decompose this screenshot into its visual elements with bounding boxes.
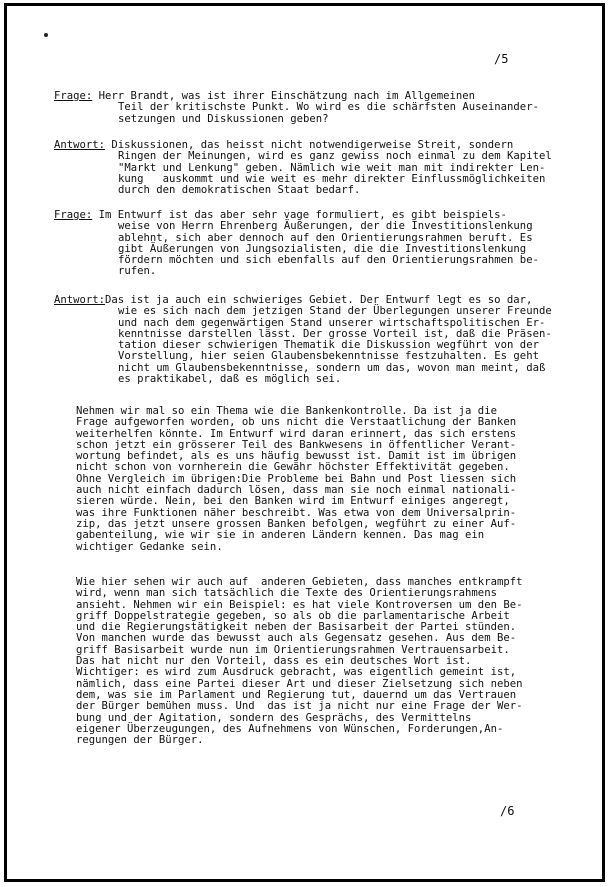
text-line: "Markt und Lenkung" geben. Nämlich wie weit man mit indirekter Len- xyxy=(118,161,546,174)
text-line: regungen der Bürger. xyxy=(76,734,204,747)
text-line: der Bürger bemühen muss. Und das ist ja nicht nur eine Frage der Wer- xyxy=(76,700,523,713)
answer-label: Antwort: xyxy=(54,294,106,306)
page-number-bottom: /6 xyxy=(500,804,515,818)
text-line: rufen. xyxy=(118,265,157,278)
text-line: weiterhelfen könnte. Im Entwurf wird daran erinnert, das sich erstens xyxy=(76,427,517,440)
text-line: setzungen und Diskussionen geben? xyxy=(118,112,329,125)
text-line: Frage aufgeworfen worden, ob uns nicht die Verstaatlichung der Banken xyxy=(76,416,517,429)
ink-dot xyxy=(44,33,48,37)
text-line: wie es sich nach dem jetzigen Stand der Überlegungen unserer Freunde xyxy=(118,305,552,318)
paragraph-andere-gebiete xyxy=(76,577,576,746)
text-line: Ohne Vergleich im übrigen:Die Probleme bei Bahn und Post liessen sich xyxy=(76,472,517,485)
paragraph-bankenkontrolle xyxy=(76,406,576,553)
text-line: es praktikabel, daß es möglich sei. xyxy=(118,373,342,386)
text-line: griff Doppelstrategie gegeben, so als ob die parlamentarische Arbeit xyxy=(76,609,510,622)
text-line: Im Entwurf ist das aber sehr vage formuliert, es gibt beispiels- xyxy=(92,209,507,221)
text-line: Wie hier sehen wir auch auf anderen Gebieten, dass manches entkrampft xyxy=(76,576,523,588)
question-label: Frage: xyxy=(54,209,93,221)
text-line: Von manchen wurde das bewusst auch als Gegensatz gesehen. Aus dem Be- xyxy=(76,632,517,645)
text-line: durch den demokratischen Staat bedarf. xyxy=(118,184,361,197)
text-line: nämlich, dass eine Partei dieser Art und dieser Zielsetzung sich neben xyxy=(76,677,523,690)
text-line: Herr Brandt, was ist ihrer Einschätzung nach im Allgemeinen xyxy=(92,90,475,102)
text-line: Vorstellung, hier seien Glaubensbekenntnisse festzuhalten. Es geht xyxy=(118,350,539,363)
text-line: was ihre Funktionen näher beschreibt. Was etwa von dem Universalprin- xyxy=(76,506,517,519)
text-line: Teil der kritischste Punkt. Wo wird es die schärfsten Auseinander- xyxy=(118,101,539,114)
question-block-2 xyxy=(54,210,566,278)
text-line: wird, wenn man sich tatsächlich die Texte des Orientierungsrahmens xyxy=(76,587,497,600)
text-line: auch nicht einfach dadurch lösen, dass man sie noch einmal nationali- xyxy=(76,484,517,497)
text-line: kung auskommt und wie weit es mehr direkter Einflussmöglichkeiten xyxy=(118,172,546,185)
answer-label: Antwort: xyxy=(54,139,106,151)
text-line: ablehnt, sich aber dennoch auf den Orientierungsrahmen beruft. Es xyxy=(118,231,533,244)
text-line: ansieht. Nehmen wir ein Beispiel: es hat viele Kontroversen um den Be- xyxy=(76,598,523,611)
text-line: und die Regierungstätigkeit neben der Basisarbeit der Partei stünden. xyxy=(76,621,517,634)
text-line: und nach dem gegenwärtigen Stand unserer wirtschaftspolitischen Er- xyxy=(118,316,546,329)
text-line: eigener Überzeugungen, des Aufnehmens von Wünschen, Forderungen,An- xyxy=(76,722,504,735)
text-line: wichtiger Gedanke sein. xyxy=(76,540,223,553)
text-line: kenntnisse darstellen lässt. Der grosse Vorteil ist, daß die Präsen- xyxy=(118,327,552,340)
text-line: schon jetzt ein grösserer Teil des Bankwesens in öffentlicher Verant- xyxy=(76,438,517,451)
page-number-top: /5 xyxy=(494,52,509,66)
question-block-1 xyxy=(54,91,566,125)
text-line: wortung befindet, als es uns häufig bewusst ist. Damit ist im übrigen xyxy=(76,450,517,463)
text-line: bung und der Agitation, sondern des Gesprächs, des Vermittelns xyxy=(76,711,472,724)
text-line: weise von Herrn Ehrenberg Äußerungen, der die Investitionslenkung xyxy=(118,220,533,233)
text-line: Nehmen wir mal so ein Thema wie die Bankenkontrolle. Da ist ja die xyxy=(76,405,497,417)
text-line: tation dieser schwierigen Thematik die Diskussion wegführt von der xyxy=(118,339,539,352)
text-line: Das hat nicht nur den Vorteil, dass es ein deutsches Wort ist. xyxy=(76,655,472,668)
question-label: Frage: xyxy=(54,90,93,102)
answer-block-2 xyxy=(54,295,566,385)
text-line: fördern möchten und sich ebenfalls auf den Orientierungsrahmen be- xyxy=(118,254,539,267)
text-line: Wichtiger: es wird zum Ausdruck gebracht, was eigentlich gemeint ist, xyxy=(76,666,517,679)
answer-block-1 xyxy=(54,140,566,196)
text-line: Ringen der Meinungen, wird es ganz gewiss noch einmal zu dem Kapitel xyxy=(118,150,552,163)
text-line: gabenteilung, wie wir sie in anderen Ländern kennen. Das mag ein xyxy=(76,529,485,542)
text-line: Diskussionen, das heisst nicht notwendigerweise Streit, sondern xyxy=(105,139,514,151)
text-line: sieren würde. Nein, bei den Banken wird im Entwurf einiges angeregt, xyxy=(76,495,510,508)
text-line: zip, das jetzt unsere grossen Banken befolgen, wegführt zu einer Auf- xyxy=(76,517,517,530)
text-line: nicht schon von vornherein die Gewähr höchster Effektivität gegeben. xyxy=(76,461,510,474)
text-line: dem, was sie im Parlament und Regierung tut, dauernd um das Vertrauen xyxy=(76,688,517,701)
text-line: griff Basisarbeit wurde nun im Orientierungsrahmen Vertrauensarbeit. xyxy=(76,643,510,656)
text-line: gibt Äußerungen von Jungsozialisten, die die Investitionslenkung xyxy=(118,242,527,255)
text-line: Das ist ja auch ein schwieriges Gebiet. Der Entwurf legt es so dar, xyxy=(105,294,533,306)
text-line: nicht um Glaubensbekenntnisse, sondern um das, wovon man meint, daß xyxy=(118,361,546,374)
